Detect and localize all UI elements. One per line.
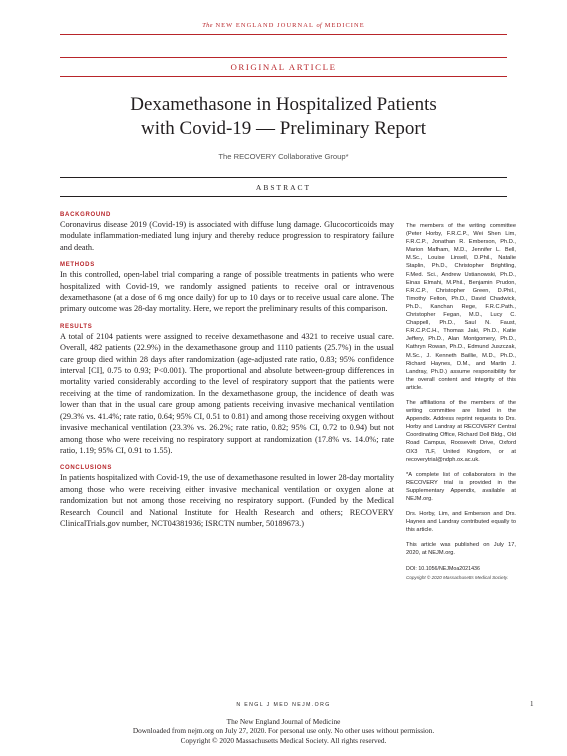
copyright-note: Copyright © 2020 Massachusetts Medical Society. [406, 574, 509, 580]
sidebar-notes [406, 222, 516, 589]
download-notice [0, 717, 567, 745]
journal-name: NEW ENGLAND JOURNAL [215, 22, 314, 29]
abstract-rule-top [60, 177, 507, 178]
download-line-2: Downloaded from nejm.org on July 27, 2020. For personal use only. No other uses without permission. [132, 726, 435, 736]
header-rule [60, 34, 507, 35]
section-rule-top [60, 57, 507, 58]
collaborators-note: *A complete list of collaborators in the RECOVERY trial is provided in the Supplementary Appendix, available at NEJM.org. [406, 471, 516, 502]
download-line-3: Copyright © 2020 Massachusetts Medical Society. All rights reserved. [180, 735, 387, 745]
section-text: In this controlled, open-label trial comparing a range of possible treatments in patients who were hospitalized with Covid-19, we randomly assigned patients to receive oral or intravenous dexamethasone (at a dose of 6 mg once daily) for up to 10 days or to receive usual care alone. The primary outcome was 28-day mortality. Here, we report the preliminary results of this comparison. [60, 270, 394, 314]
abstract-body [60, 212, 394, 538]
title-line-2: with Covid-19 — Preliminary Report [141, 118, 426, 139]
journal-header [0, 22, 567, 29]
section-background [60, 212, 394, 253]
title-line-1: Dexamethasone in Hospitalized Patients [130, 94, 437, 115]
affiliations-note: The affiliations of the members of the writing committee are listed in the Appendix. Address reprint requests to Drs. Horby and Landray at RECOVERY Central Coordinating Office, Richard Doll Bldg., Old Road Campus, Roosevelt Drive, Oxford OX3 7LF, United Kingdom, or at recoverytrial@ndph.ox.ac.uk. [406, 399, 516, 463]
page-number: 1 [530, 700, 534, 708]
section-results [60, 324, 394, 456]
publication-note: This article was published on July 17, 2020, at NEJM.org. [406, 542, 516, 557]
journal-of: of [316, 22, 323, 29]
doi-link[interactable]: DOI: 10.1056/NEJMoa2021436 [406, 565, 480, 572]
journal-field: MEDICINE [324, 22, 365, 29]
contribution-note: Drs. Horby, Lim, and Emberson and Drs. Haynes and Landray contributed equally to this article. [406, 511, 516, 534]
section-heading: BACKGROUND [60, 212, 111, 218]
abstract-rule-bottom [60, 196, 507, 197]
section-rule-bottom [60, 76, 507, 77]
download-line-1: The New England Journal of Medicine [226, 717, 341, 726]
section-conclusions [60, 465, 394, 529]
journal-pre: The [202, 22, 213, 29]
section-text: Coronavirus disease 2019 (Covid-19) is associated with diffuse lung damage. Glucocorticoids may modulate inflammation-mediated lung injury and thereby reduce progression to respiratory failure and death. [60, 220, 394, 252]
byline: The RECOVERY Collaborative Group* [218, 152, 349, 161]
section-heading: CONCLUSIONS [60, 465, 113, 472]
footer-journal-mark: N ENGL J MED NEJM.ORG [236, 702, 331, 708]
section-heading: METHODS [60, 262, 95, 269]
section-heading: RESULTS [60, 323, 93, 330]
section-text: In patients hospitalized with Covid-19, the use of dexamethasone resulted in lower 28-day mortality among those who were receiving either invasive mechanical ventilation or oxygen alone at randomization but not among those receiving no respiratory support. (Funded by the Medical Research Council and National Institute for Health Research and others; RECOVERY ClinicalTrials.gov number, NCT04381936; ISRCTN number, 50189673.) [60, 473, 394, 528]
section-text: A total of 2104 patients were assigned to receive dexamethasone and 4321 to receive usual care. Overall, 482 patients (22.9%) in the dexamethasone group and 1110 patients (25.7%) in the usual care group died within 28 days after randomization (age-adjusted rate ratio, 0.83; 95% confidence interval [CI], 0.75 to 0.93; P<0.001). The proportional and absolute between-group differences in mortality varied considerably according to the level of respiratory support that the patients were receiving at the time of randomization. In the dexamethasone group, the incidence of death was lower than that in the usual care group among patients receiving invasive mechanical ventilation (29.3% vs. 41.4%; rate ratio, 0.64; 95% CI, 0.51 to 0.81) and among those receiving oxygen without invasive mechanical ventilation (23.3% vs. 26.2%; rate ratio, 0.82; 95% CI, 0.72 to 0.94) but not among those who were receiving no respiratory support at randomization (17.8% vs. 14.0%; rate ratio, 1.19; 95% CI, 0.91 to 1.55). [60, 331, 394, 455]
article-title [0, 93, 567, 141]
writing-committee-note: The members of the writing committee (Peter Horby, F.R.C.P., Wei Shen Lim, F.R.C.P., Jonathan R. Emberson, Ph.D., Marion Mafham, M.D., Jennifer L. Bell, M.Sc., Louise Linsell, D.Phil., Natalie Staplin, Ph.D., Christopher Brightling, F.Med. Sci., Andrew Ustianowski, Ph.D., Einas Elmahi, M.Phil., Benjamin Prudon, F.R.C.P., Christopher Green, D.Phil., Timothy Felton, Ph.D., David Chadwick, Ph.D., Kanchan Rege, F.R.C.Path., Christopher Fegan, M.D., Lucy C. Chappell, Ph.D., Saul N. Faust, F.R.C.P.C.H., Thomas Jaki, Ph.D., Katie Jeffery, Ph.D., Alan Montgomery, Ph.D., Kathryn Rowan, Ph.D., Edmund Juszczak, M.Sc., J. Kenneth Baillie, M.D., Ph.D., Richard Haynes, D.M., and Martin J. Landray, Ph.D.) assume responsibility for the overall content and integrity of this article. [406, 223, 516, 391]
section-methods [60, 262, 394, 315]
section-label: ORIGINAL ARTICLE [230, 62, 337, 72]
abstract-heading: ABSTRACT [255, 183, 312, 192]
